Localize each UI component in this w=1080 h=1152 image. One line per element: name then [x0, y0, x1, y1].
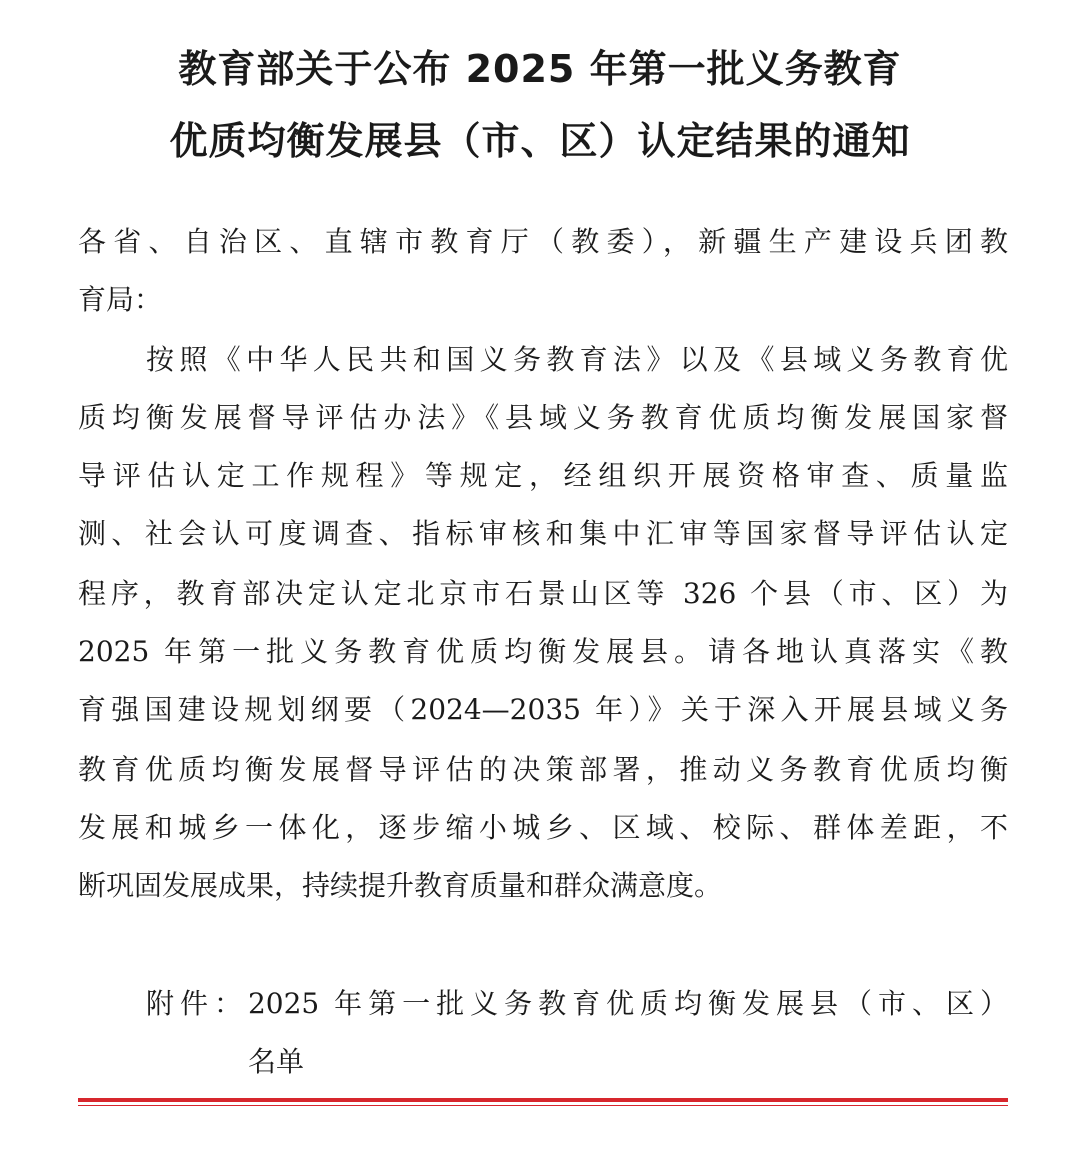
- notice-title-line-2: 优质均衡发展县（市、区）认定结果的通知: [169, 119, 911, 163]
- red-rule-thick: [78, 1098, 1008, 1102]
- body-line: 发展和城乡一体化，逐步缩小城乡、区域、校际、群体差距，不: [78, 811, 1008, 844]
- salutation-line-2: 育局：: [78, 283, 163, 316]
- body-line-last: 断巩固发展成果，持续提升教育质量和群众满意度。: [78, 869, 723, 902]
- attachment-line-2: 名单: [248, 1045, 305, 1078]
- salutation-line-1: 各省、自治区、直辖市教育厅（教委），新疆生产建设兵团教: [78, 225, 1008, 258]
- body-line: 按照《中华人民共和国义务教育法》以及《县域义务教育优: [146, 343, 1008, 376]
- body-line: 育强国建设规划纲要（2024—2035 年）》关于深入开展县域义务: [78, 693, 1008, 726]
- red-rule-thin: [78, 1105, 1008, 1106]
- body-line: 程序，教育部决定认定北京市石景山区等 326 个县（市、区）为: [78, 577, 1008, 610]
- body-line: 教育优质均衡发展督导评估的决策部署，推动义务教育优质均衡: [78, 753, 1008, 786]
- body-line: 测、社会认可度调查、指标审核和集中汇审等国家督导评估认定: [78, 517, 1008, 550]
- body-line: 2025 年第一批义务教育优质均衡发展县。请各地认真落实《教: [78, 635, 1008, 668]
- body-line: 质均衡发展督导评估办法》《县域义务教育优质均衡发展国家督: [78, 401, 1008, 434]
- notice-title-line-1: 教育部关于公布 2025 年第一批义务教育: [178, 47, 902, 91]
- body-line: 导评估认定工作规程》等规定，经组织开展资格审查、质量监: [78, 459, 1008, 492]
- attachment-line-1: 附件：2025 年第一批义务教育优质均衡发展县（市、区）: [146, 987, 1008, 1020]
